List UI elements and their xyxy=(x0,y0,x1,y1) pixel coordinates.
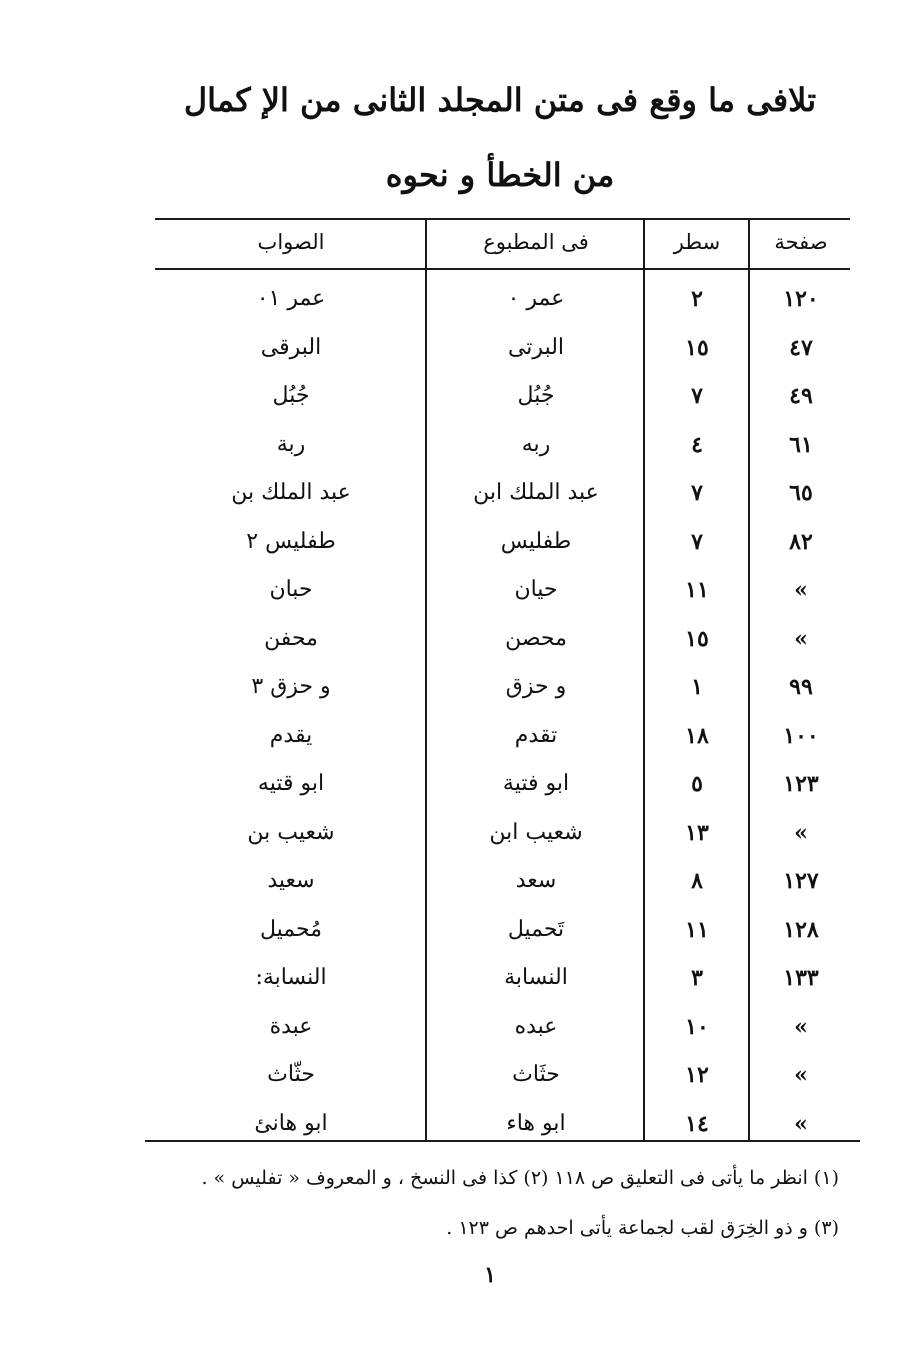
column-divider xyxy=(643,218,645,1140)
cell-printed: ربه xyxy=(521,432,551,457)
cell-printed: جُبُل xyxy=(517,383,555,408)
cell-page: ١٢٣ xyxy=(783,771,819,797)
cell-line: ١٣ xyxy=(685,820,709,846)
cell-line: ١٥ xyxy=(685,335,709,361)
cell-printed: عبده xyxy=(514,1014,558,1039)
cell-correct: محفن xyxy=(264,626,318,651)
cell-correct: حثّاث xyxy=(267,1062,315,1087)
cell-correct: عمر ٠١ xyxy=(256,286,326,311)
cell-printed: و حزق xyxy=(505,674,567,699)
table-bottom-rule xyxy=(145,1140,860,1142)
cell-line: ٣ xyxy=(691,965,703,991)
column-divider xyxy=(748,218,750,1140)
cell-line: ٤ xyxy=(691,432,703,458)
header-printed: فى المطبوع xyxy=(483,230,589,254)
cell-page: » xyxy=(794,820,808,846)
table-top-rule xyxy=(155,218,850,220)
cell-page: » xyxy=(794,1111,808,1137)
cell-line: ١٨ xyxy=(685,723,709,749)
cell-line: ١٤ xyxy=(685,1111,709,1137)
cell-printed: حثَاث xyxy=(512,1062,560,1087)
cell-correct: و حزق ٣ xyxy=(251,674,331,699)
cell-correct: النسابة: xyxy=(255,965,327,990)
cell-correct: البرقى xyxy=(260,335,322,360)
cell-page: » xyxy=(794,1014,808,1040)
cell-correct: طفليس ٢ xyxy=(246,529,336,554)
cell-correct: مُحميل xyxy=(259,917,322,942)
cell-page: ٨٢ xyxy=(789,529,813,555)
cell-printed: ابو فتية xyxy=(502,771,570,796)
column-divider xyxy=(425,218,427,1140)
cell-page: ١٠٠ xyxy=(783,723,819,749)
cell-printed: محصن xyxy=(505,626,567,651)
cell-page: ١٢٨ xyxy=(783,917,819,943)
cell-printed: شعيب ابن xyxy=(489,820,583,845)
cell-page: ١٢٧ xyxy=(783,868,819,894)
footnote-1: (١) انظر ما يأتى فى التعليق ص ١١٨ (٢) كذا فى النسخ ، و المعروف « تفليس » . xyxy=(201,1167,839,1189)
cell-line: ١١ xyxy=(685,917,709,943)
cell-printed: تَحميل xyxy=(507,917,565,942)
cell-correct: ابو هانئ xyxy=(254,1111,328,1136)
cell-correct: عبدة xyxy=(269,1014,313,1039)
cell-correct: حبان xyxy=(269,577,313,602)
page-number: ١ xyxy=(484,1262,496,1288)
cell-line: ٢ xyxy=(691,286,703,312)
footnote-2: (٣) و ذو الخِرَق لقب لجماعة يأتى احدهم ص ١٢٣ . xyxy=(446,1217,839,1239)
cell-line: ١٠ xyxy=(685,1014,709,1040)
cell-printed: سعد xyxy=(515,868,557,893)
cell-page: » xyxy=(794,577,808,603)
cell-correct: ربة xyxy=(276,432,306,457)
cell-correct: يقدم xyxy=(269,723,313,748)
cell-correct: جُبُل xyxy=(272,383,310,408)
header-line: سطر xyxy=(673,230,721,254)
cell-page: ٦١ xyxy=(789,432,813,458)
header-page: صفحة xyxy=(774,230,828,254)
cell-printed: تقدم xyxy=(514,723,558,748)
cell-correct: سعيد xyxy=(267,868,315,893)
cell-page: ٦٥ xyxy=(789,480,813,506)
page-title: تلافى ما وقع فى متن المجلد الثانى من الإ كمال xyxy=(183,81,817,119)
cell-line: ٧ xyxy=(691,383,703,409)
cell-correct: ابو قتيه xyxy=(257,771,325,796)
cell-page: ٩٩ xyxy=(789,674,813,700)
cell-printed: طفليس xyxy=(500,529,572,554)
cell-line: ١٥ xyxy=(685,626,709,652)
page-subtitle: من الخطأ و نحوه xyxy=(385,156,615,194)
cell-line: ٧ xyxy=(691,480,703,506)
cell-page: » xyxy=(794,626,808,652)
cell-printed: عمر ٠ xyxy=(507,286,565,311)
table-header-rule xyxy=(155,268,850,270)
cell-correct: شعيب بن xyxy=(247,820,335,845)
cell-printed: حيان xyxy=(514,577,558,602)
cell-page: » xyxy=(794,1062,808,1088)
header-correct: الصواب xyxy=(257,230,325,254)
cell-page: ١٢٠ xyxy=(783,286,819,312)
cell-line: ٥ xyxy=(691,771,703,797)
cell-printed: النسابة xyxy=(504,965,568,990)
cell-printed: عبد الملك ابن xyxy=(473,480,599,505)
cell-line: ١ xyxy=(691,674,703,700)
cell-line: ١٢ xyxy=(685,1062,709,1088)
cell-line: ١١ xyxy=(685,577,709,603)
cell-printed: ابو هاء xyxy=(506,1111,566,1136)
cell-printed: البرتى xyxy=(507,335,565,360)
cell-correct: عبد الملك بن xyxy=(231,480,351,505)
cell-page: ٤٧ xyxy=(789,335,813,361)
cell-page: ٤٩ xyxy=(789,383,813,409)
cell-line: ٧ xyxy=(691,529,703,555)
cell-line: ٨ xyxy=(691,868,703,894)
cell-page: ١٣٣ xyxy=(783,965,819,991)
